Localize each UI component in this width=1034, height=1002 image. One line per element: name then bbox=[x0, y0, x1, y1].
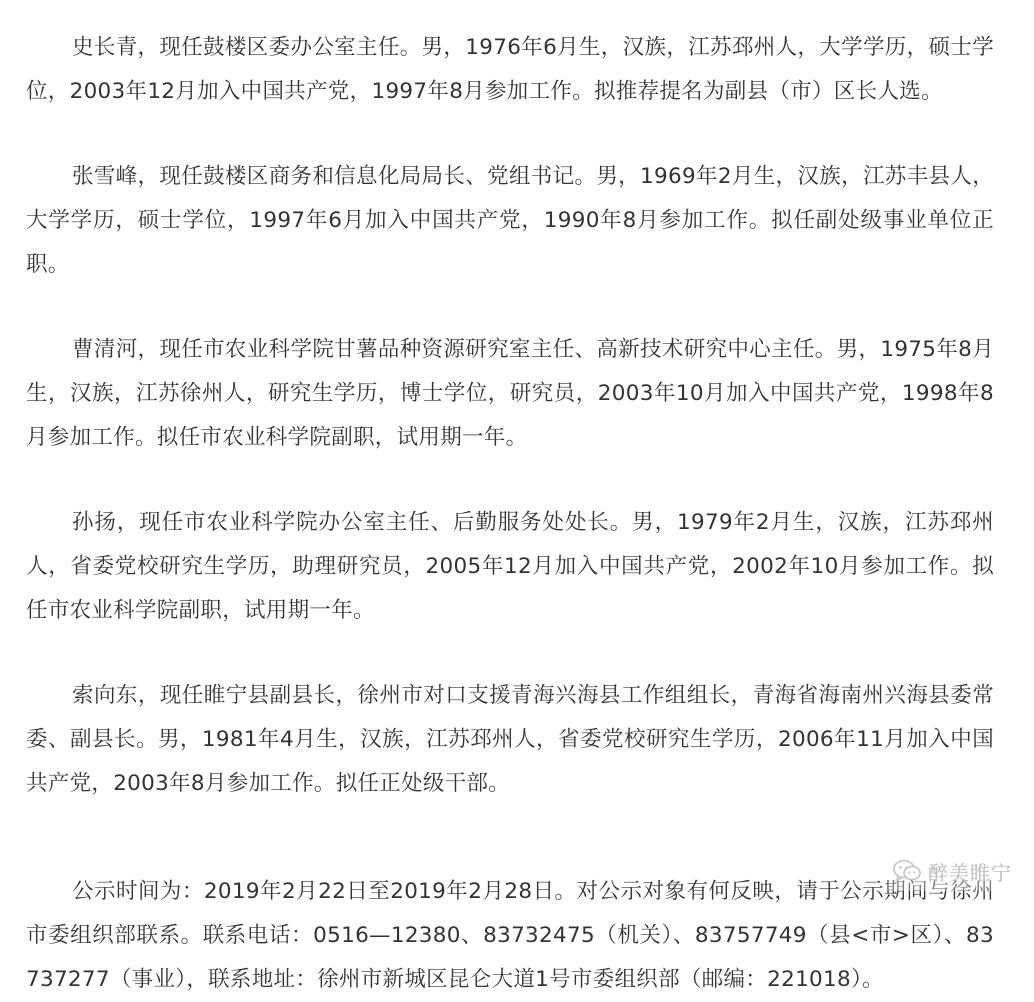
watermark-text: 醉美睢宁 bbox=[928, 860, 1012, 885]
paragraph-sun-yang: 孙扬，现任市农业科学院办公室主任、后勤服务处处长。男，1979年2月生，汉族，江苏邳州人，省委党校研究生学历，助理研究员，2005年12月加入中国共产党，2002年10月参加工作。拟任市农业科学院副职，试用期一年。 bbox=[26, 510, 994, 623]
paragraph-gap bbox=[26, 633, 994, 674]
paragraph-gap bbox=[26, 806, 994, 870]
paragraph-cao-qinghe: 曹清河，现任市农业科学院甘薯品种资源研究室主任、高新技术研究中心主任。男，1975年8月生，汉族，江苏徐州人，研究生学历，博士学位，研究员，2003年10月加入中国共产党，1998年8月参加工作。拟任市农业科学院副职，试用期一年。 bbox=[26, 337, 994, 450]
wechat-icon bbox=[892, 858, 922, 884]
paragraph-shi-changqing: 史长青，现任鼓楼区委办公室主任。男，1976年6月生，汉族，江苏邳州人，大学学历，硕士学位，2003年12月加入中国共产党，1997年8月参加工作。拟推荐提名为副县（市）区长人选。 bbox=[26, 35, 994, 104]
article-body bbox=[26, 26, 994, 1002]
paragraph-suo-xiangdong: 索向东，现任睢宁县副县长，徐州市对口支援青海兴海县工作组组长，青海省海南州兴海县委常委、副县长。男，1981年4月生，汉族，江苏邳州人，省委党校研究生学历，2006年11月加入中国共产党，2003年8月参加工作。拟任正处级干部。 bbox=[26, 683, 994, 796]
watermark bbox=[888, 851, 1016, 891]
paragraph-notice-period: 公示时间为：2019年2月22日至2019年2月28日。对公示对象有何反映，请于公示期间与徐州市委组织部联系。联系电话：0516—12380、83732475（机关）、83757749（县<市>区）、83737277（事业），联系地址：徐州市新城区昆仑大道1号市委组织部（邮编：221018）。 bbox=[26, 879, 994, 992]
paragraph-gap bbox=[26, 287, 994, 328]
paragraph-zhang-xuefeng: 张雪峰，现任鼓楼区商务和信息化局局长、党组书记。男，1969年2月生，汉族，江苏丰县人，大学学历，硕士学位，1997年6月加入中国共产党，1990年8月参加工作。拟任副处级事业单位正职。 bbox=[26, 164, 994, 277]
paragraph-gap bbox=[26, 114, 994, 155]
paragraph-gap bbox=[26, 460, 994, 501]
